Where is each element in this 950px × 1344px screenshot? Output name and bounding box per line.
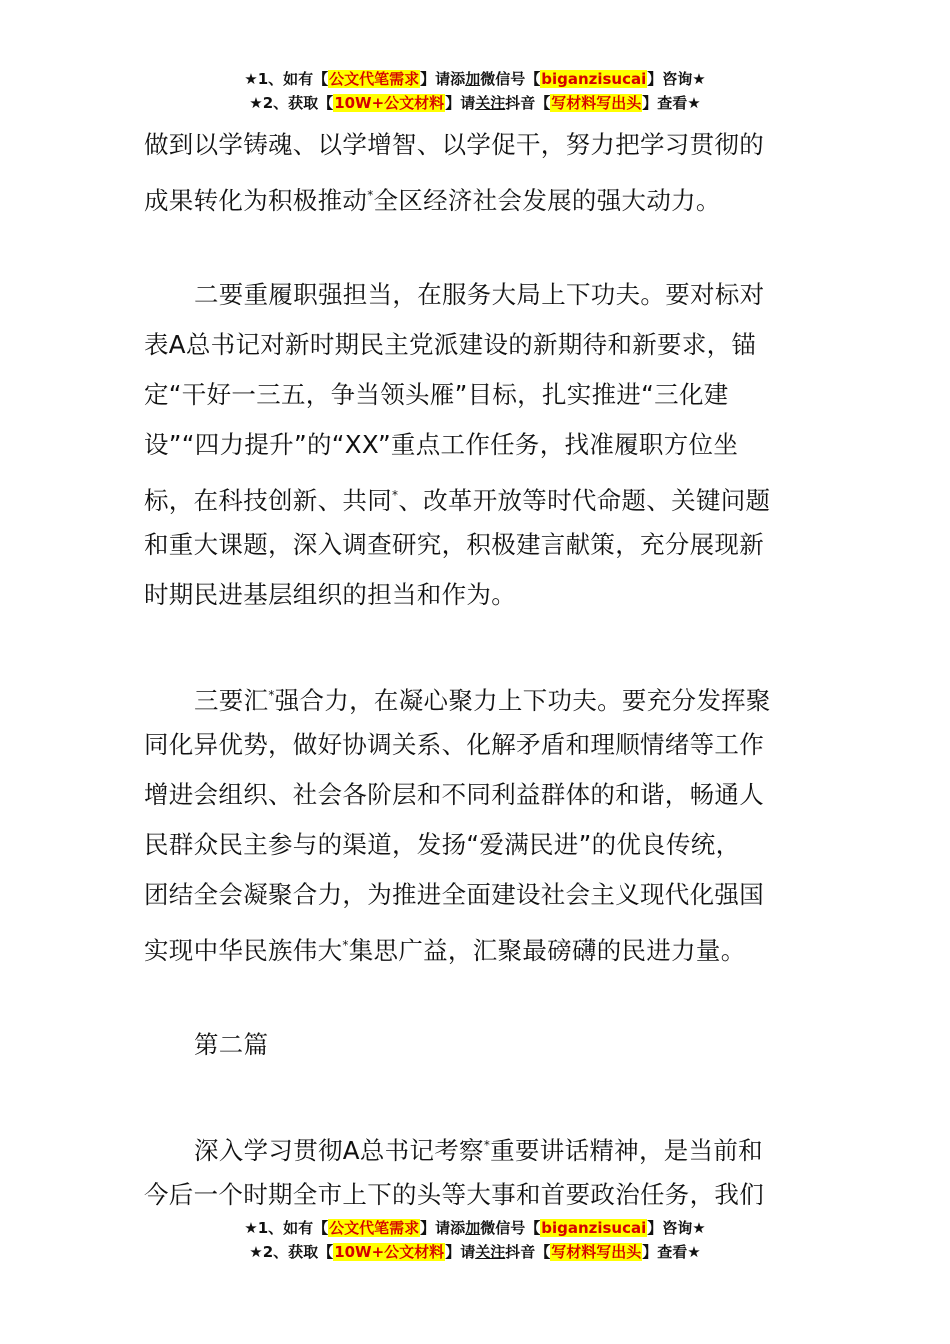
banner-highlight: 公文代笔需求 xyxy=(329,70,420,88)
header-banner xyxy=(0,68,950,116)
banner-text: 抖音【 xyxy=(505,94,551,112)
banner-underlined-text: 加 xyxy=(465,70,481,88)
banner-line-1 xyxy=(0,1217,950,1241)
paragraph-2 xyxy=(144,270,808,620)
banner-underlined-text: 关注 xyxy=(475,94,506,112)
banner-highlight: 10W+公文材料 xyxy=(334,1243,445,1261)
text-line: 二要重履职强担当，在服务大局上下功夫。要对标对 xyxy=(194,280,765,309)
banner-text: 】请添 xyxy=(420,70,466,88)
paragraph-3 xyxy=(144,670,808,970)
text-span: 、改革开放等时代命题、关键问题 xyxy=(398,486,771,515)
paragraph-gap xyxy=(144,620,808,670)
footnote-mark: * xyxy=(367,188,374,202)
text-line: 今后一个时期全市上下的头等大事和首要政治任务，我们 xyxy=(144,1180,764,1209)
banner-line-2 xyxy=(0,92,950,116)
banner-highlight: biganzisucai xyxy=(541,70,647,88)
banner-highlight: 公文代笔需求 xyxy=(329,1219,420,1237)
section-heading: 第二篇 xyxy=(194,1030,269,1059)
footnote-mark: * xyxy=(392,488,399,502)
paragraph-1 xyxy=(144,120,808,220)
banner-text: 】请添 xyxy=(420,1219,466,1237)
footer-banner xyxy=(0,1217,950,1265)
text-line xyxy=(144,670,808,720)
banner-text: ★1、如有【 xyxy=(244,70,329,88)
text-span: 强合力，在凝心聚力上下功夫。要充分发挥聚 xyxy=(274,686,771,715)
banner-text: 】查看★ xyxy=(642,94,701,112)
banner-underlined-text: 关注 xyxy=(475,1243,506,1261)
text-line xyxy=(144,170,808,220)
text-span: 集思广益，汇聚最磅礴的民进力量。 xyxy=(348,936,746,965)
paragraph-gap xyxy=(144,970,808,1020)
text-line: 做到以学铸魂、以学增智、以学促干，努力把学习贯彻的 xyxy=(144,130,764,159)
banner-text: 】请 xyxy=(445,1243,476,1261)
banner-text: 】查看★ xyxy=(642,1243,701,1261)
paragraph-gap xyxy=(144,220,808,270)
text-span: 深入学习贯彻A总书记考察 xyxy=(194,1136,484,1165)
text-line: 表A总书记对新时期民主党派建设的新期待和新要求，锚 xyxy=(144,330,757,359)
banner-text: 抖音【 xyxy=(505,1243,551,1261)
banner-highlight: 写材料写出头 xyxy=(551,1243,642,1261)
text-line xyxy=(144,920,808,970)
banner-text: 微信号【 xyxy=(480,70,541,88)
banner-underlined-text: 加 xyxy=(465,1219,481,1237)
text-line xyxy=(144,1120,808,1170)
footnote-mark: * xyxy=(342,938,349,952)
text-span: 重要讲话精神，是当前和 xyxy=(490,1136,763,1165)
text-span: 实现中华民族伟大 xyxy=(144,936,343,965)
banner-text: ★2、获取【 xyxy=(249,94,334,112)
text-line: 时期民进基层组织的担当和作为。 xyxy=(144,580,516,609)
text-line xyxy=(144,470,808,520)
paragraph-4 xyxy=(144,1120,808,1220)
footnote-mark: * xyxy=(483,1138,491,1152)
banner-text: ★1、如有【 xyxy=(244,1219,329,1237)
text-line: 增进会组织、社会各阶层和不同利益群体的和谐，畅通人 xyxy=(144,780,764,809)
paragraph-gap xyxy=(144,1070,808,1120)
banner-text: ★2、获取【 xyxy=(249,1243,334,1261)
banner-highlight: 10W+公文材料 xyxy=(334,94,445,112)
text-line: 民群众民主参与的渠道，发扬“爱满民进”的优良传统， xyxy=(144,830,741,859)
banner-highlight: biganzisucai xyxy=(541,1219,647,1237)
banner-line-2 xyxy=(0,1241,950,1265)
text-span: 成果转化为积极推动 xyxy=(144,186,368,215)
document-body xyxy=(144,120,808,1220)
text-line: 设”“四力提升”的“XX”重点工作任务，找准履职方位坐 xyxy=(144,430,739,459)
text-line: 和重大课题，深入调查研究，积极建言献策，充分展现新 xyxy=(144,530,764,559)
banner-line-1 xyxy=(0,68,950,92)
banner-highlight: 写材料写出头 xyxy=(551,94,642,112)
text-line: 定“干好一三五，争当领头雁”目标，扎实推进“三化建 xyxy=(144,380,729,409)
text-span: 标，在科技创新、共同 xyxy=(144,486,392,515)
banner-text: 】咨询★ xyxy=(647,1219,706,1237)
text-span: 全区经济社会发展的强大动力。 xyxy=(373,186,721,215)
footnote-mark: * xyxy=(268,688,275,702)
banner-text: 】请 xyxy=(445,94,476,112)
text-line: 团结全会凝聚合力，为推进全面建设社会主义现代化强国 xyxy=(144,880,764,909)
banner-text: 微信号【 xyxy=(480,1219,541,1237)
banner-text: 】咨询★ xyxy=(647,70,706,88)
text-span: 三要汇 xyxy=(194,686,269,715)
text-line: 同化异优势，做好协调关系、化解矛盾和理顺情绪等工作 xyxy=(144,730,764,759)
